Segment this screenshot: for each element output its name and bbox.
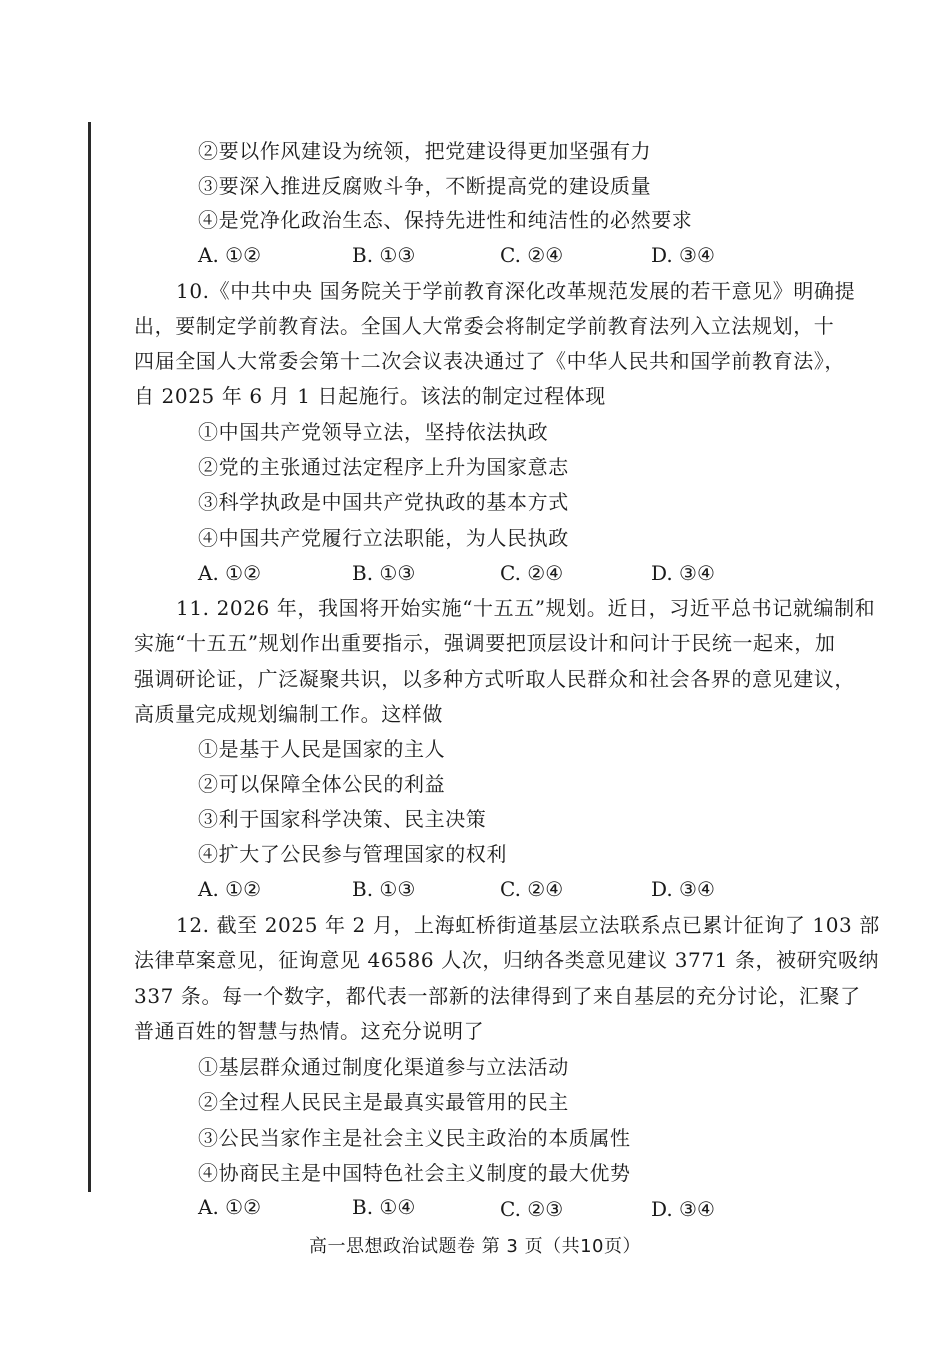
q11-option-b: B. ①③ [352, 877, 416, 901]
q12-statement-4: ④协商民主是中国特色社会主义制度的最大优势 [198, 1161, 631, 1185]
q11-stem-line-4: 高质量完成规划编制工作。这样做 [134, 702, 443, 726]
q12-statement-3: ③公民当家作主是社会主义民主政治的本质属性 [198, 1126, 631, 1150]
q12-option-c: C. ②③ [500, 1197, 564, 1221]
q12-option-b: B. ①④ [352, 1195, 416, 1219]
q9-option-b: B. ①③ [352, 243, 416, 267]
q12-stem-line-4: 普通百姓的智慧与热情。这充分说明了 [134, 1019, 485, 1043]
q12-option-d: D. ③④ [651, 1197, 715, 1221]
q10-statement-2: ②党的主张通过法定程序上升为国家意志 [198, 455, 569, 479]
q12-stem-line-1: 12. 截至 2025 年 2 月，上海虹桥街道基层立法联系点已累计征询了 103 部 [176, 913, 880, 937]
q10-stem-line-3: 四届全国人大常委会第十二次会议表决通过了《中华人民共和国学前教育法》， [134, 349, 845, 373]
q12-statement-2: ②全过程人民民主是最真实最管用的民主 [198, 1090, 569, 1114]
q11-statement-2: ②可以保障全体公民的利益 [198, 772, 446, 796]
q9-statement-3: ③要深入推进反腐败斗争，不断提高党的建设质量 [198, 174, 652, 198]
page-footer: 高一思想政治试题卷 第 3 页（共10页） [308, 1236, 642, 1257]
q10-stem-line-2: 出，要制定学前教育法。全国人大常委会将制定学前教育法列入立法规划，十 [134, 314, 835, 338]
q10-option-d: D. ③④ [651, 561, 715, 585]
q10-option-c: C. ②④ [500, 561, 564, 585]
q12-stem-line-3: 337 条。每一个数字，都代表一部新的法律得到了来自基层的充分讨论，汇聚了 [134, 984, 861, 1008]
q11-stem-line-2: 实施“十五五”规划作出重要指示，强调要把顶层设计和问计于民统一起来，加 [134, 631, 836, 655]
q12-stem-line-2: 法律草案意见，征询意见 46586 人次，归纳各类意见建议 3771 条，被研究吸纳 [134, 948, 880, 972]
q10-statement-3: ③科学执政是中国共产党执政的基本方式 [198, 490, 569, 514]
q11-statement-4: ④扩大了公民参与管理国家的权利 [198, 842, 507, 866]
q9-statement-4: ④是党净化政治生态、保持先进性和纯洁性的必然要求 [198, 208, 693, 232]
q11-statement-3: ③利于国家科学决策、民主决策 [198, 807, 487, 831]
q11-option-d: D. ③④ [651, 877, 715, 901]
q10-stem-line-1: 10.《中共中央 国务院关于学前教育深化改革规范发展的若干意见》明确提 [176, 279, 856, 303]
binding-margin-line [88, 122, 91, 1192]
q9-option-c: C. ②④ [500, 243, 564, 267]
q9-option-a: A. ①② [198, 243, 262, 267]
q10-statement-4: ④中国共产党履行立法职能，为人民执政 [198, 526, 569, 550]
q11-statement-1: ①是基于人民是国家的主人 [198, 737, 446, 761]
q11-option-c: C. ②④ [500, 877, 564, 901]
q11-stem-line-1: 11. 2026 年，我国将开始实施“十五五”规划。近日，习近平总书记就编制和 [176, 596, 876, 620]
q12-statement-1: ①基层群众通过制度化渠道参与立法活动 [198, 1055, 569, 1079]
q10-option-a: A. ①② [198, 561, 262, 585]
q9-statement-2: ②要以作风建设为统领，把党建设得更加坚强有力 [198, 139, 652, 163]
q10-option-b: B. ①③ [352, 561, 416, 585]
q11-stem-line-3: 强调研论证，广泛凝聚共识，以多种方式听取人民群众和社会各界的意见建议， [134, 667, 855, 691]
q10-statement-1: ①中国共产党领导立法，坚持依法执政 [198, 420, 549, 444]
q11-option-a: A. ①② [198, 877, 262, 901]
q9-option-d: D. ③④ [651, 243, 715, 267]
q12-option-a: A. ①② [198, 1195, 262, 1219]
q10-stem-line-4: 自 2025 年 6 月 1 日起施行。该法的制定过程体现 [134, 384, 606, 408]
